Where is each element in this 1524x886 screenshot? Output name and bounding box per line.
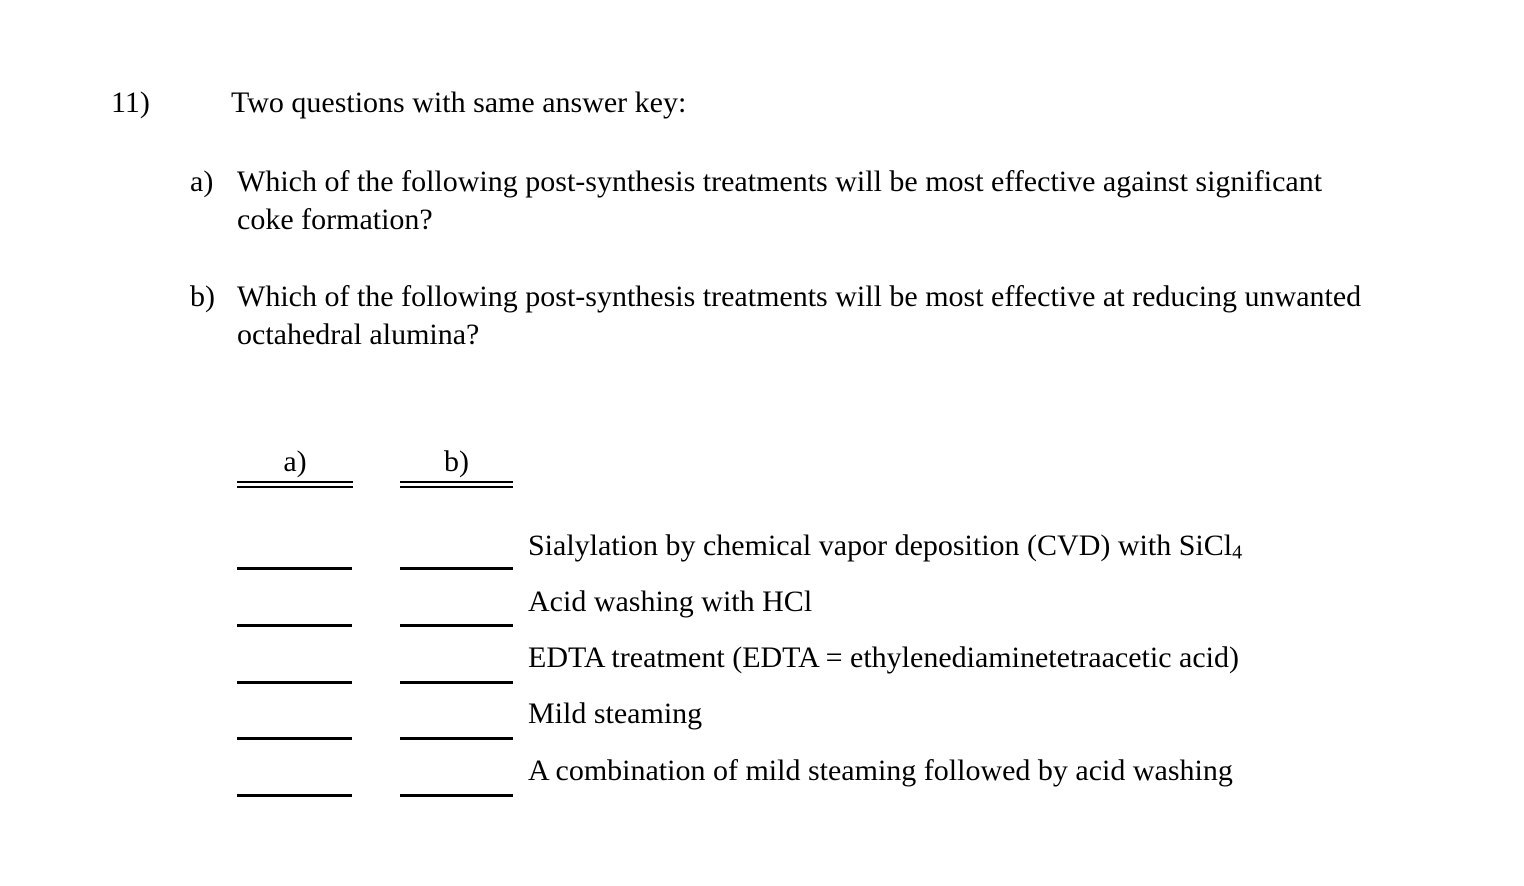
answer-blank-a[interactable] <box>237 624 352 627</box>
part-b-text: Which of the following post-synthesis treatments will be most effective at reducing unwanted octahedral alumina? <box>237 280 1362 351</box>
answer-column-header-b: b) <box>444 445 469 478</box>
option-text-subscript: 4 <box>1232 541 1243 564</box>
column-b-double-rule <box>400 481 513 488</box>
option-text <box>528 527 1242 565</box>
answer-blank-a[interactable] <box>237 737 352 740</box>
answer-blank-b[interactable] <box>400 624 513 627</box>
answer-blank-b[interactable] <box>400 681 513 684</box>
answer-blank-b[interactable] <box>400 567 513 570</box>
answer-blank-a[interactable] <box>237 794 352 797</box>
answer-blank-a[interactable] <box>237 567 352 570</box>
answer-blank-b[interactable] <box>400 794 513 797</box>
question-number: 11) <box>111 86 150 119</box>
answer-blank-b[interactable] <box>400 737 513 740</box>
part-a-label: a) <box>190 165 214 198</box>
part-a-text: Which of the following post-synthesis treatments will be most effective against significant coke formation? <box>237 165 1323 236</box>
answer-blank-a[interactable] <box>237 681 352 684</box>
option-text: EDTA treatment (EDTA = ethylenediaminetetraacetic acid) <box>528 641 1239 674</box>
column-a-double-rule <box>237 481 353 488</box>
option-text: Acid washing with HCl <box>528 585 813 618</box>
question-title: Two questions with same answer key: <box>231 86 687 119</box>
part-b-label: b) <box>190 280 215 313</box>
option-text: Mild steaming <box>528 697 703 730</box>
answer-column-header-a: a) <box>283 445 307 478</box>
option-text-main: Sialylation by chemical vapor deposition (CVD) with SiCl <box>528 529 1233 562</box>
option-text: A combination of mild steaming followed by acid washing <box>528 754 1233 787</box>
